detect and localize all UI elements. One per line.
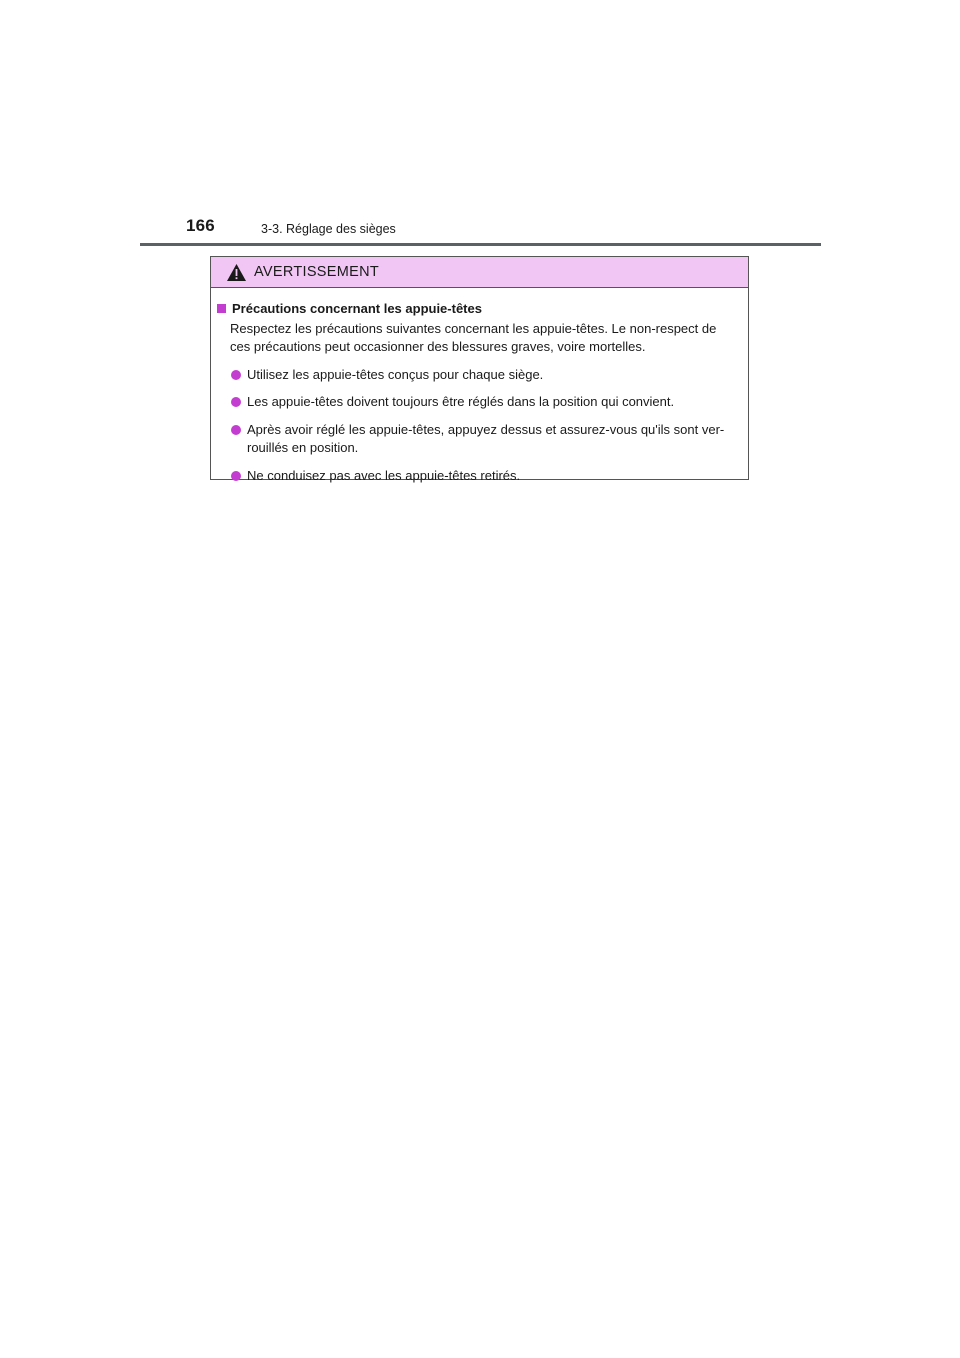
page-number: 166 (186, 216, 215, 235)
list-item-text: Les appuie-têtes doivent toujours être réglés dans la position qui convient. (247, 394, 675, 409)
bullet-dot-icon (231, 425, 241, 435)
list-item (217, 366, 740, 385)
warning-header (211, 257, 748, 288)
warning-body (211, 288, 748, 485)
warning-title: AVERTISSEMENT (254, 264, 380, 280)
bullet-dot-icon (231, 471, 241, 481)
warning-subheading (217, 300, 740, 319)
warning-triangle-icon (226, 263, 247, 282)
list-item-text: Après avoir réglé les appuie-têtes, appuyez dessus et assurez-vous qu'ils sont ver-rouillés en position. (247, 421, 725, 455)
header-divider (140, 243, 821, 246)
warning-intro: Respectez les précautions suivantes concernant les appuie-têtes. Le non-respect de ces précautions peut occasionner des blessures graves, voire mortelles. (230, 320, 717, 354)
bullet-dot-icon (231, 397, 241, 407)
list-item (217, 421, 740, 458)
section-title: 3-3. Réglage des sièges (261, 222, 396, 236)
list-item (217, 467, 740, 486)
bullet-dot-icon (231, 370, 241, 380)
list-item-text: Ne conduisez pas avec les appuie-têtes retirés. (247, 467, 521, 483)
list-item-text: Utilisez les appuie-têtes conçus pour chaque siège. (247, 366, 544, 382)
square-bullet-icon (217, 304, 226, 313)
warning-box (210, 256, 749, 483)
warning-heading-text: Précautions concernant les appuie-têtes (232, 301, 482, 316)
list-item (217, 393, 740, 412)
